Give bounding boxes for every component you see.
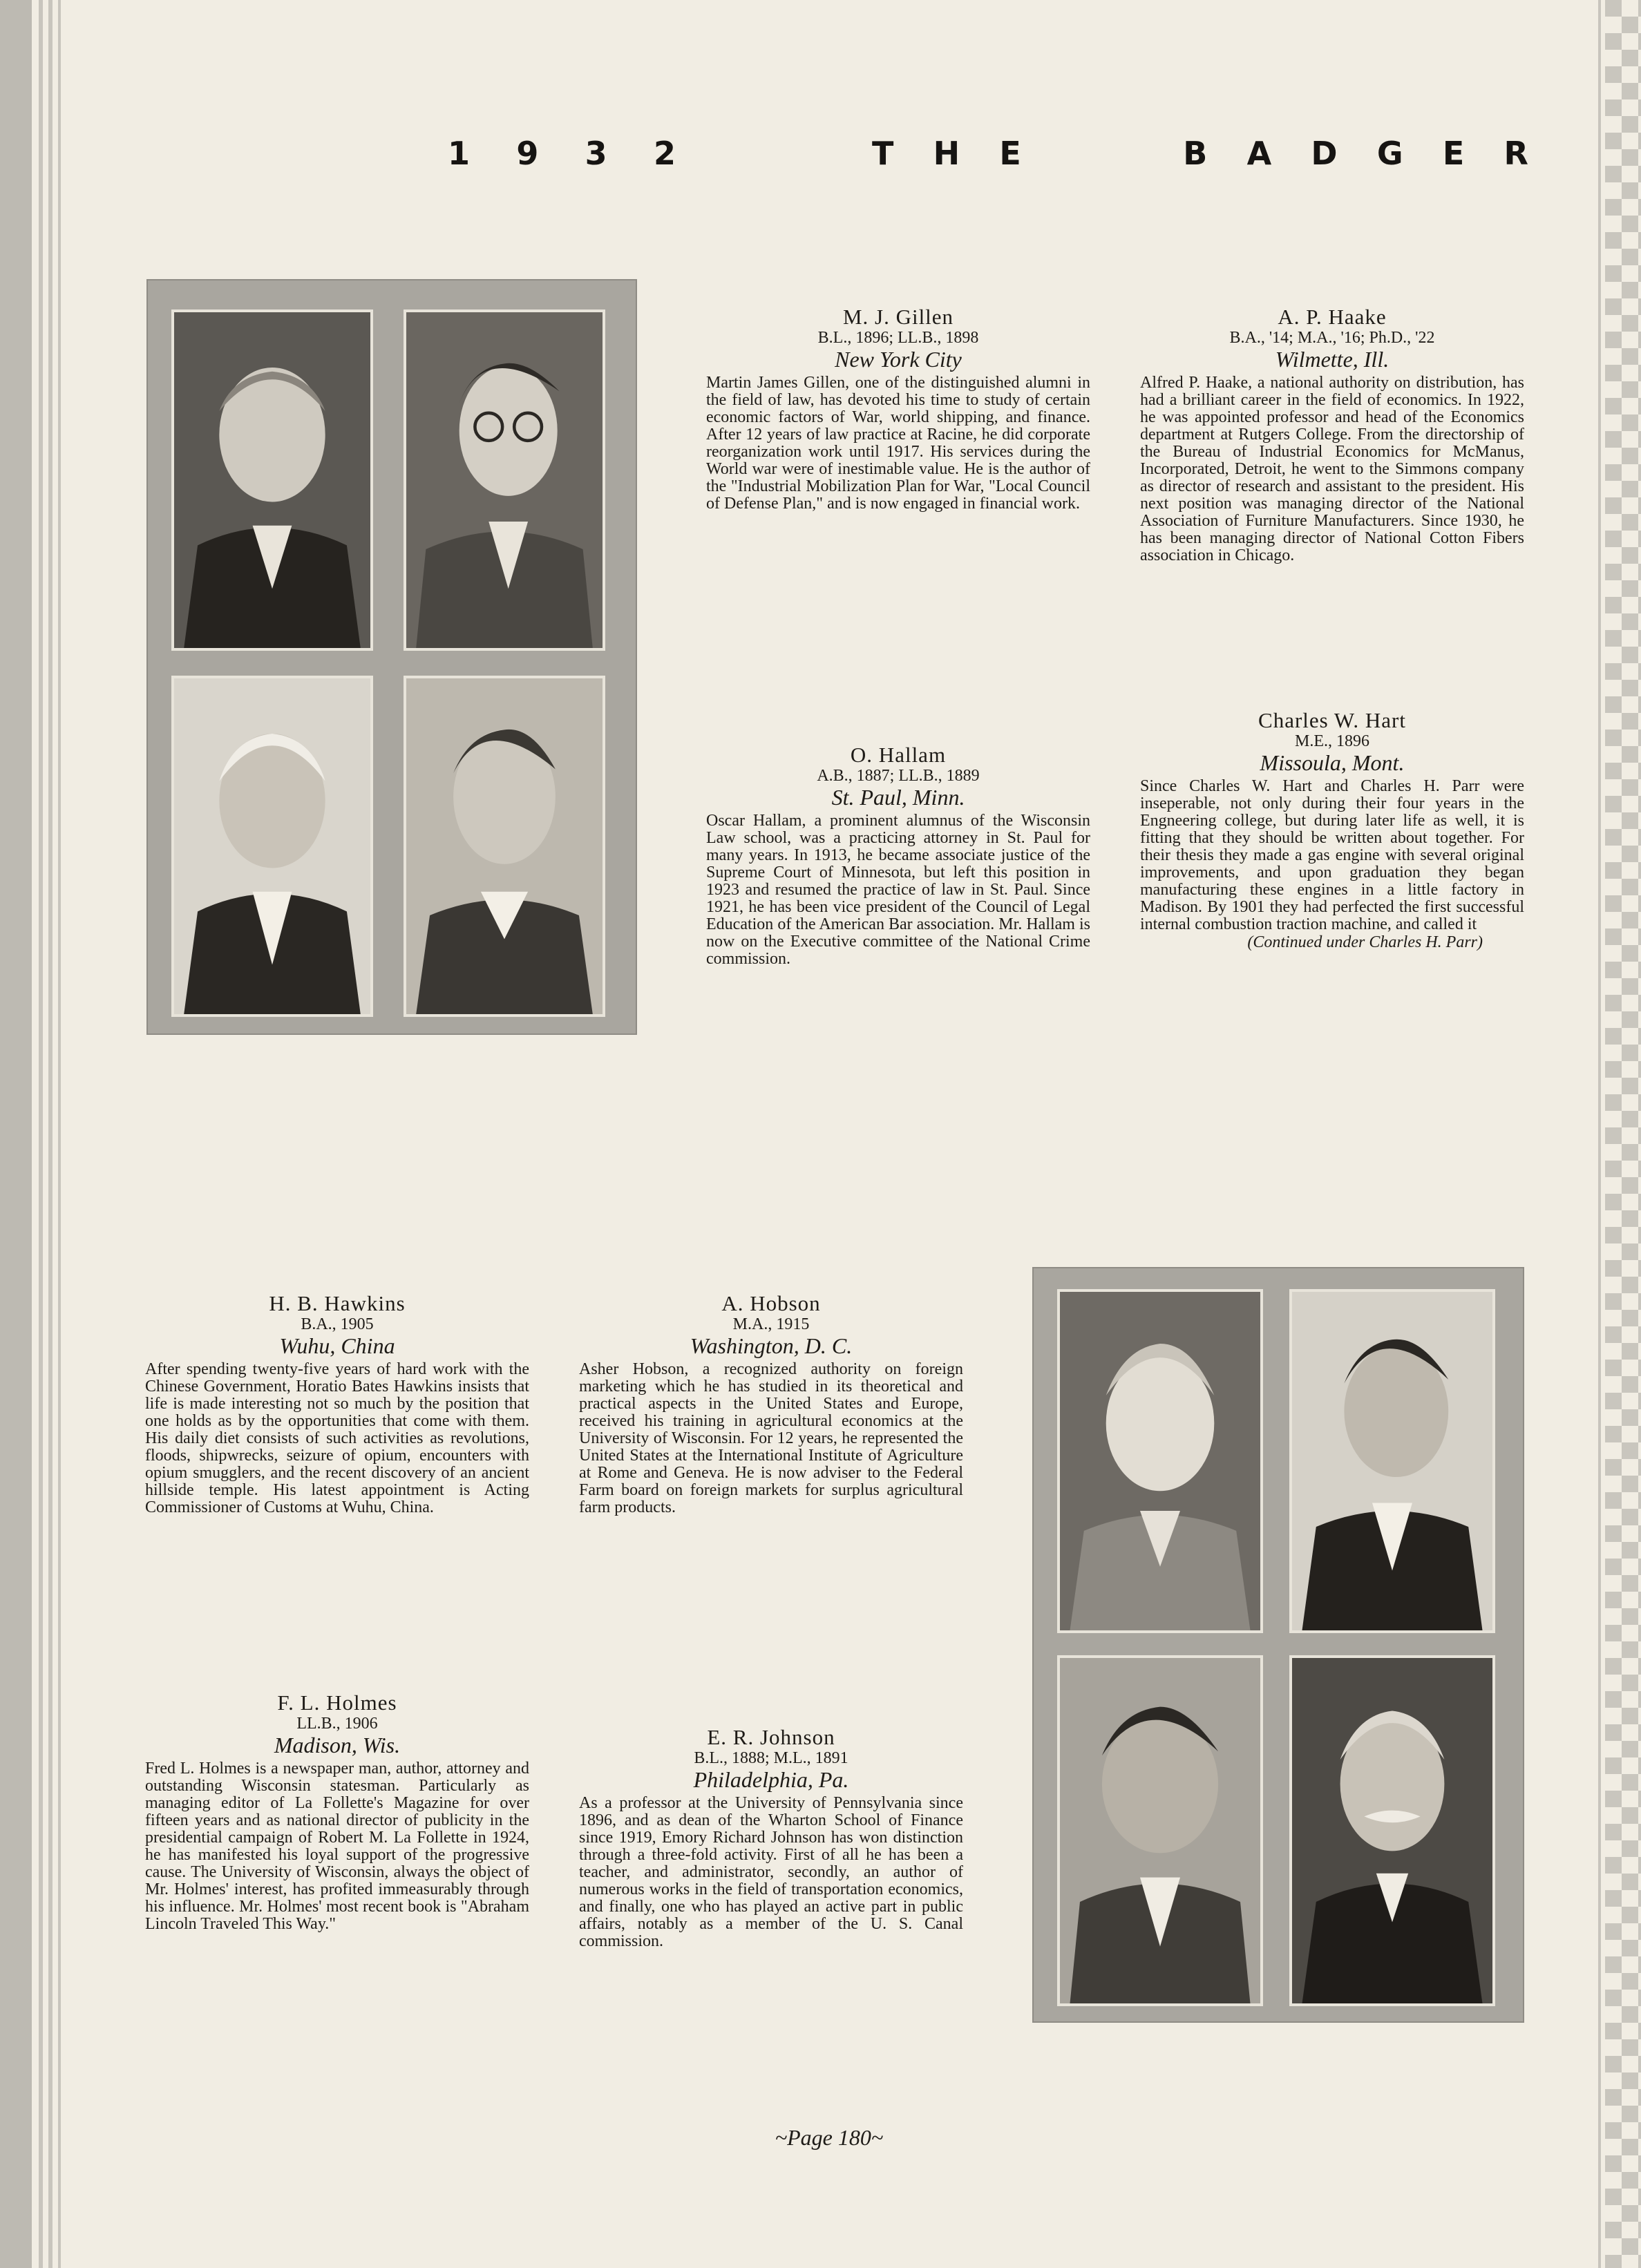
portrait-photo-johnson <box>1289 1655 1495 2006</box>
bio-text: After spending twenty-five years of hard work with the Chinese Government, Horatio Bates Hawkins insists that life is made interesting not so much by the position that one holds as by the opportunities that come with them. His daily diet consists of such activities as revolutions, floods, shipwrecks, seizure of opium, encounters with opium smugglers, and the recent discovery of an ancient hillside temple. His latest appointment is Acting Commissioner of Customs at Wuhu, China. <box>145 1360 529 1516</box>
portrait-photo-hart <box>404 676 605 1017</box>
right-rule-line <box>1598 0 1601 2268</box>
bio-place: Missoula, Mont. <box>1260 750 1405 775</box>
page-number: ~Page 180~ <box>775 2125 884 2150</box>
portrait-photo-hawkins <box>1057 1289 1263 1633</box>
bio-haake <box>1140 305 1524 564</box>
bio-name: E. R. Johnson <box>707 1725 835 1749</box>
bio-gillen <box>706 305 1090 513</box>
right-diamond-border <box>1605 0 1641 2268</box>
bio-name: Charles W. Hart <box>1258 708 1406 732</box>
header-title-spacer <box>1061 135 1144 183</box>
header-title-letter: E <box>999 135 1021 172</box>
bio-degree: B.A., '14; M.A., '16; Ph.D., '22 <box>1229 329 1435 347</box>
bio-place: Washington, D. C. <box>690 1333 853 1358</box>
bio-text: Asher Hobson, a recognized authority on foreign marketing which he has studied in its theoretical and practical aspects in the United States and Europe, received his training in agricultural economics at the University of Wisconsin. For 12 years, he represented the United States at the International Institute of Agriculture at Rome and Geneva. He is now adviser to the Federal Farm board on foreign markets for surplus agricultural farm products. <box>579 1360 963 1516</box>
header-title-letter: B <box>1183 135 1208 172</box>
portrait-photo-hobson <box>1289 1289 1495 1633</box>
bio-name: H. B. Hawkins <box>269 1291 406 1315</box>
bio-name: F. L. Holmes <box>277 1690 397 1715</box>
bio-hobson <box>579 1292 963 1516</box>
header-year-digit: 9 <box>516 135 539 172</box>
left-rule-line <box>48 0 53 2268</box>
bio-degree: B.A., 1905 <box>301 1315 374 1333</box>
left-rule-line <box>58 0 61 2268</box>
bio-place: Wilmette, Ill. <box>1275 347 1389 372</box>
bio-place: Wuhu, China <box>279 1333 395 1358</box>
bio-name: A. Hobson <box>721 1291 821 1315</box>
bio-degree: M.A., 1915 <box>732 1315 810 1333</box>
bio-text: As a professor at the University of Pennsylvania since 1896, and as dean of the Wharton School of Finance since 1919, Emory Richard Johnson has won distinction through a three-fold activity. First of all he has been a teacher, and administrator, secondly, an author of numerous works in the field of transportation economics, and finally, one who has played an active part in public affairs, notably as a member of the U. S. Canal commission. <box>579 1794 963 1950</box>
header-title-letter: R <box>1504 135 1528 172</box>
bio-degree: B.L., 1888; M.L., 1891 <box>694 1749 848 1767</box>
portrait-photo-hallam <box>171 676 373 1017</box>
header-title-letter: E <box>1442 135 1465 172</box>
header-title <box>872 135 1528 183</box>
header-title-letter: G <box>1376 135 1403 172</box>
bio-holmes <box>145 1691 529 1933</box>
bio-hart <box>1140 709 1524 951</box>
header-year-digit: 1 <box>448 135 471 172</box>
bio-place: New York City <box>835 347 962 372</box>
left-rule-line <box>39 0 43 2268</box>
bio-degree: LL.B., 1906 <box>296 1715 378 1733</box>
bio-text: Since Charles W. Hart and Charles H. Parr were inseperable, not only during their four years in the Engneering college, but during later life as well, it is fitting that they should be written about together. For their thesis they made a gas engine with several original improvements, and upon graduation they began manufacturing these engines in a little factory in Madison. By 1901 they had perfected the first successful internal combustion traction machine, and called it <box>1140 777 1524 933</box>
header-title-letter: D <box>1311 135 1338 172</box>
bio-text: Fred L. Holmes is a newspaper man, author, attorney and outstanding Wisconsin statesman. Particularly as managing editor of La Follette's Magazine for over fifteen years and as national director of publicity in the presidential campaign of Robert M. La Follette in 1924, he has manifested his loyal support of the progressive cause. The University of Wisconsin, always the object of Mr. Holmes' interest, has profited immeasurably through his influence. Mr. Holmes' most recent book is "Abraham Lincoln Traveled This Way." <box>145 1760 529 1933</box>
bio-degree: B.L., 1896; LL.B., 1898 <box>817 329 979 347</box>
bio-text: Alfred P. Haake, a national authority on distribution, has had a brilliant career in the field of economics. In 1922, he was appointed professor and head of the Economics department at Rutgers College. From the directorship of the Bureau of Industrial Economics for McManus, Incorporated, Detroit, he went to the Simmons company as director of research and assistant to the president. His next position was managing director of the National Association of Furniture Manufacturers. Since 1930, he has been managing director of National Cotton Fibers association in Chicago. <box>1140 374 1524 564</box>
portrait-photo-holmes <box>1057 1655 1263 2006</box>
portrait-panel-bottom <box>1032 1267 1524 2023</box>
portrait-panel-top <box>146 279 637 1035</box>
bio-place: St. Paul, Minn. <box>831 785 965 810</box>
header-title-letter: T <box>872 135 894 172</box>
bio-degree: M.E., 1896 <box>1295 732 1369 750</box>
bio-name: M. J. Gillen <box>842 305 954 329</box>
bio-text: Martin James Gillen, one of the distinguished alumni in the field of law, has devoted his time to study of certain economic factors of War, world shipping, and finance. After 12 years of law practice at Racine, he did corporate reorganization work until 1917. His services during the World war were of inestimable value. He is the author of the "Industrial Mobilization Plan for War, "Local Council of Defense Plan," and is now engaged in financial work. <box>706 374 1090 513</box>
header-title-letter: A <box>1246 135 1272 172</box>
bio-johnson <box>579 1726 963 1950</box>
bio-name: O. Hallam <box>850 743 947 767</box>
left-margin-border <box>0 0 32 2268</box>
header-title-letter: H <box>933 135 960 172</box>
bio-text: Oscar Hallam, a prominent alumnus of the Wisconsin Law school, was a practicing attorney in St. Paul for many years. In 1913, he became associate justice of the Supreme Court of Minnesota, but left this position in 1923 and resumed the practice of law in St. Paul. Since 1921, he has been vice president of the Council of Legal Education of the American Bar association. Mr. Hallam is now on the Executive committee of the National Crime commission. <box>706 812 1090 968</box>
portrait-photo-gillen <box>171 309 373 651</box>
bio-hawkins <box>145 1292 529 1516</box>
header-year <box>448 135 676 183</box>
bio-continued-note: (Continued under Charles H. Parr) <box>1247 933 1483 951</box>
bio-place: Philadelphia, Pa. <box>693 1767 849 1792</box>
header-year-digit: 3 <box>585 135 607 172</box>
bio-hallam <box>706 743 1090 968</box>
bio-name: A. P. Haake <box>1278 305 1387 329</box>
portrait-photo-haake <box>404 309 605 651</box>
header-year-digit: 2 <box>653 135 676 172</box>
bio-degree: A.B., 1887; LL.B., 1889 <box>817 767 980 785</box>
bio-place: Madison, Wis. <box>274 1733 401 1757</box>
